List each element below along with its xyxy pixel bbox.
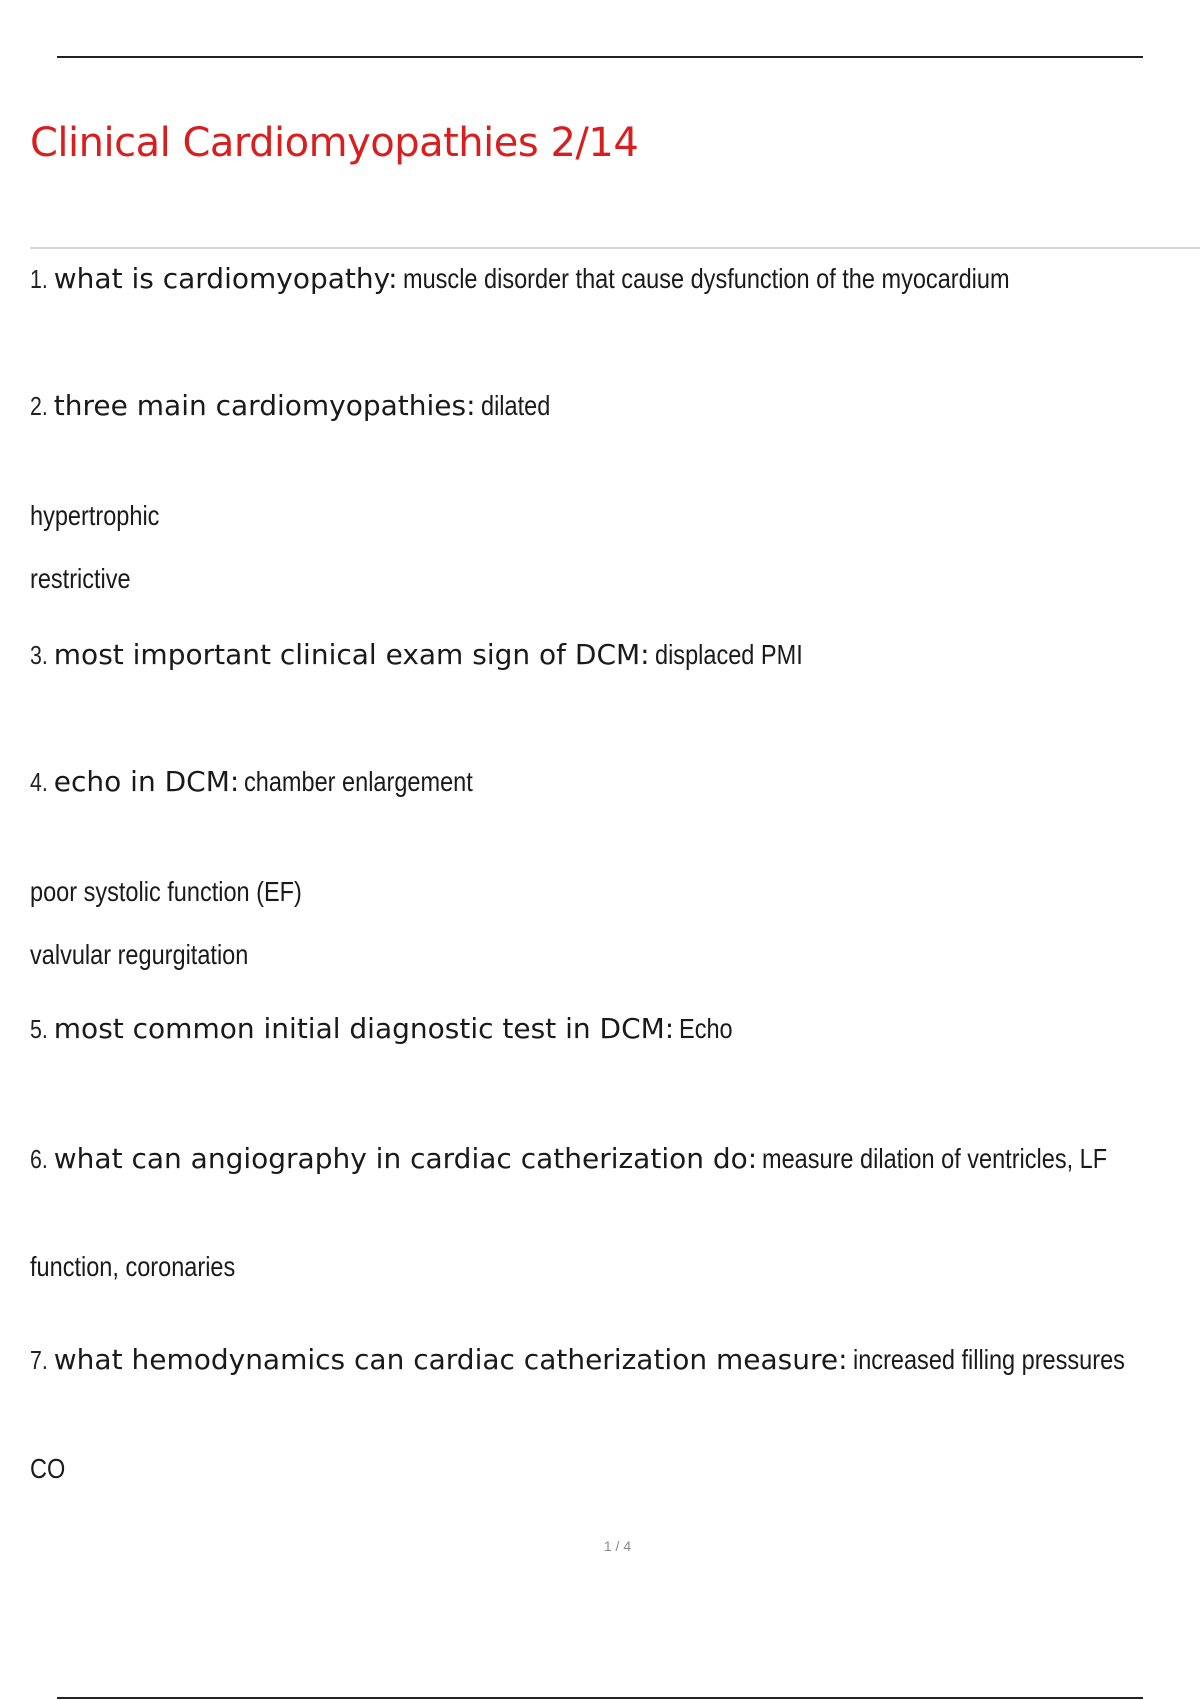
answer-text: muscle disorder that cause dysfunction of the myocardium (402, 263, 1010, 294)
document-title: Clinical Cardiomyopathies 2/14 (30, 120, 639, 166)
qa-item-7 (30, 1343, 1176, 1377)
question-text: most common initial diagnostic test in DCM: (53, 1012, 675, 1045)
page-number: 1 / 4 (603, 1538, 632, 1554)
question-text: echo in DCM: (53, 765, 240, 798)
item-number: 3. (30, 640, 48, 670)
answer-continuation: restrictive (30, 563, 131, 594)
answer-text: dilated (480, 390, 550, 421)
qa-item-6 (30, 1142, 1173, 1176)
question-text: what hemodynamics can cardiac catherization measure: (53, 1343, 848, 1376)
answer-continuation: poor systolic function (EF) (30, 876, 302, 907)
answer-text: Echo (679, 1013, 733, 1044)
answer-continuation: valvular regurgitation (30, 939, 249, 970)
answer-continuation: function, coronaries (30, 1251, 236, 1282)
qa-item-5 (30, 1012, 743, 1046)
answer-text: measure dilation of ventricles, LF (762, 1143, 1108, 1174)
qa-item-1 (30, 262, 1125, 296)
item-number: 4. (30, 767, 48, 797)
question-text: three main cardiomyopathies: (53, 389, 476, 422)
answer-continuation: hypertrophic (30, 500, 160, 531)
answer-text: chamber enlargement (244, 766, 474, 797)
answer-text: increased filling pressures (852, 1344, 1125, 1375)
answer-continuation: CO (30, 1453, 66, 1484)
item-number: 1. (30, 264, 48, 294)
item-number: 5. (30, 1014, 48, 1044)
qa-item-4 (30, 765, 517, 799)
item-number: 7. (30, 1345, 48, 1375)
title-divider (30, 247, 1200, 249)
question-text: what can angiography in cardiac catherization do: (53, 1142, 758, 1175)
question-text: what is cardiomyopathy: (53, 262, 398, 295)
answer-text: displaced PMI (654, 639, 803, 670)
qa-item-2 (30, 389, 563, 423)
bottom-rule (57, 1697, 1143, 1699)
item-number: 2. (30, 391, 48, 421)
question-text: most important clinical exam sign of DCM: (53, 638, 650, 671)
top-rule (57, 56, 1143, 58)
item-number: 6. (30, 1144, 48, 1174)
qa-item-3 (30, 638, 831, 672)
